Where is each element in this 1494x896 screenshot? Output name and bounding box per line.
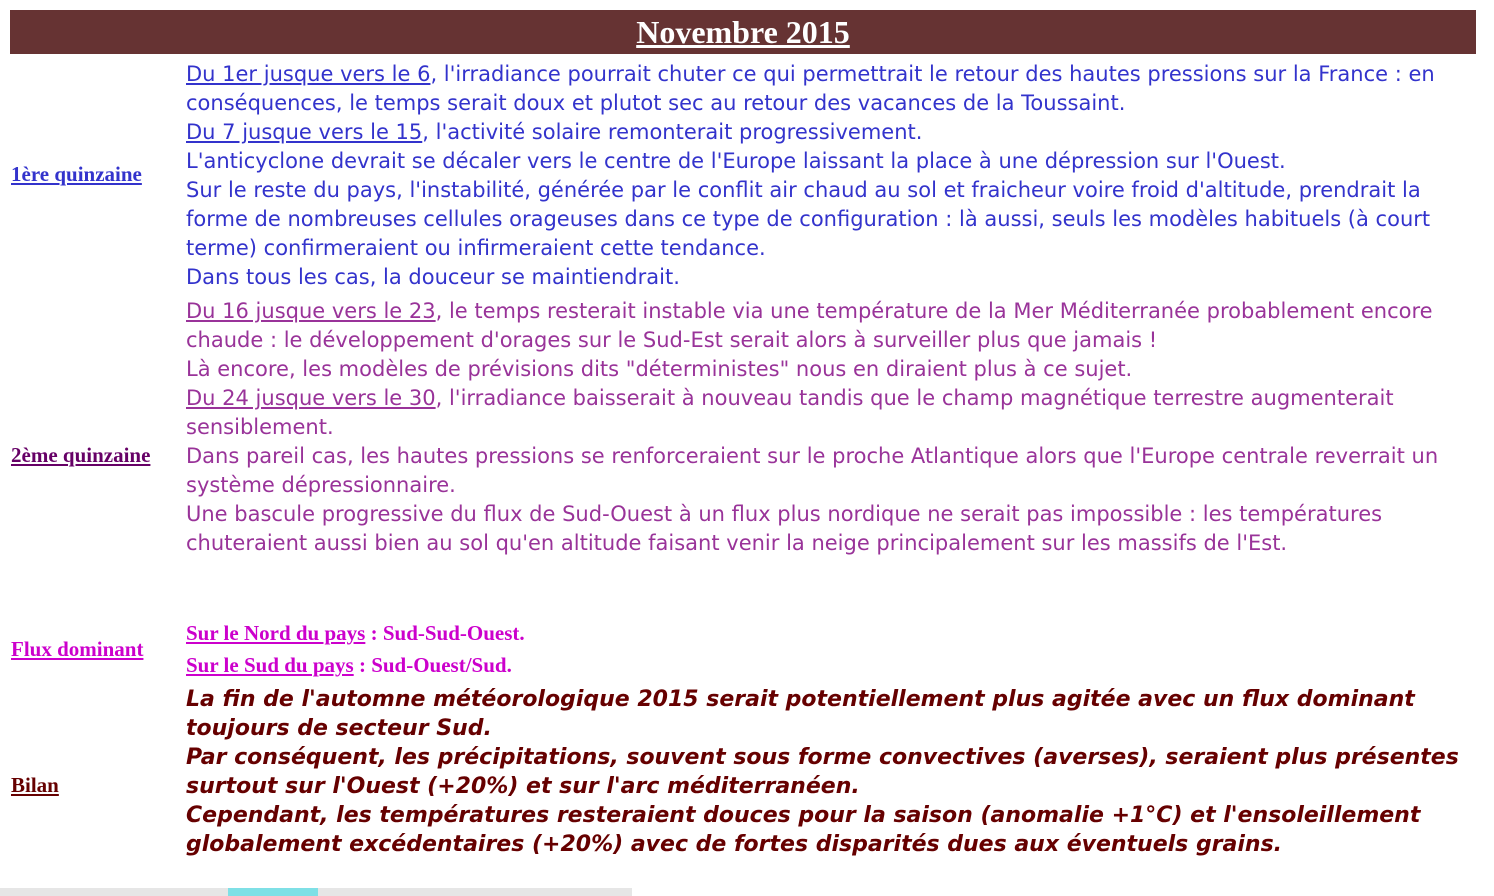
label-bilan[interactable]: Bilan xyxy=(11,773,59,797)
q1-paragraph-1: Du 1er jusque vers le 6, l'irradiance pourrait chuter ce qui permettrait le retour des hautes pressions sur la France : en conséquences, le temps serait doux et plutot sec au retour des vacances de la Toussaint. xyxy=(186,62,1435,115)
q1-paragraph-3: L'anticyclone devrait se décaler vers le centre de l'Europe laissant la place à une dépression sur l'Ouest. xyxy=(186,149,1286,173)
page-title-bar xyxy=(10,10,1476,54)
section-2eme-quinzaine xyxy=(186,297,1481,558)
q1-paragraph-5: Dans tous les cas, la douceur se maintiendrait. xyxy=(186,265,680,289)
page-title: Novembre 2015 xyxy=(636,14,850,50)
q2-link-1[interactable]: Du 16 jusque vers le 23 xyxy=(186,299,436,323)
bilan-paragraph-3: Cependant, les températures resteraient douces pour la saison (anomalie +1°C) et l'ensoleillement globalement excédentaires (+20%) avec de fortes disparités dues aux éventuels grains. xyxy=(186,803,1421,857)
label-2eme-quinzaine[interactable]: 2ème quinzaine xyxy=(11,443,151,467)
section-flux-dominant xyxy=(186,617,1481,681)
q1-link-1[interactable]: Du 1er jusque vers le 6 xyxy=(186,62,431,86)
bottom-image-fragment xyxy=(228,888,318,896)
label-1ere-quinzaine[interactable]: 1ère quinzaine xyxy=(11,162,142,186)
q2-paragraph-4: Dans pareil cas, les hautes pressions se renforceraient sur le proche Atlantique alors que l'Europe centrale reverrait un système dépressionnaire. xyxy=(186,444,1439,497)
section-1ere-quinzaine xyxy=(186,60,1481,292)
q1-paragraph-4: Sur le reste du pays, l'instabilité, générée par le conflit air chaud au sol et fraicheur voire froid d'altitude, prendrait la forme de nombreuses cellules orageuses dans ce type de configuration : là aussi, seuls les modèles habituels (à court terme) confirmeraient ou infirmeraient cette tendance. xyxy=(186,178,1431,260)
bottom-image-strip xyxy=(0,888,632,896)
flux-sud: Sur le Sud du pays : Sud-Ouest/Sud. xyxy=(186,653,512,677)
section-bilan xyxy=(186,685,1481,859)
label-flux-dominant[interactable]: Flux dominant xyxy=(11,637,144,661)
q2-paragraph-2: Là encore, les modèles de prévisions dits "déterministes" nous en diraient plus à ce sujet. xyxy=(186,357,1133,381)
flux-nord: Sur le Nord du pays : Sud-Sud-Ouest. xyxy=(186,621,525,645)
bilan-paragraph-1: La fin de l'automne météorologique 2015 serait potentiellement plus agitée avec un flux dominant toujours de secteur Sud. xyxy=(186,687,1415,741)
bilan-paragraph-2: Par conséquent, les précipitations, souvent sous forme convectives (averses), seraient plus présentes surtout sur l'Ouest (+20%) et sur l'arc méditerranéen. xyxy=(186,745,1459,799)
q1-paragraph-2: Du 7 jusque vers le 15, l'activité solaire remonterait progressivement. xyxy=(186,120,923,144)
q2-paragraph-1: Du 16 jusque vers le 23, le temps resterait instable via une température de la Mer Méditerranée probablement encore chaude : le développement d'orages sur le Sud-Est serait alors à surveiller plus que jamais ! xyxy=(186,299,1433,352)
q2-paragraph-5: Une bascule progressive du flux de Sud-Ouest à un flux plus nordique ne serait pas impossible : les températures chuteraient aussi bien au sol qu'en altitude faisant venir la neige principalement sur les massifs de l'Est. xyxy=(186,502,1383,555)
q2-link-3[interactable]: Du 24 jusque vers le 30 xyxy=(186,386,436,410)
q2-paragraph-3: Du 24 jusque vers le 30, l'irradiance baisserait à nouveau tandis que le champ magnétique terrestre augmenterait sensiblement. xyxy=(186,386,1394,439)
q1-link-2[interactable]: Du 7 jusque vers le 15 xyxy=(186,120,423,144)
flux-nord-link[interactable]: Sur le Nord du pays xyxy=(186,621,366,645)
flux-sud-link[interactable]: Sur le Sud du pays xyxy=(186,653,354,677)
